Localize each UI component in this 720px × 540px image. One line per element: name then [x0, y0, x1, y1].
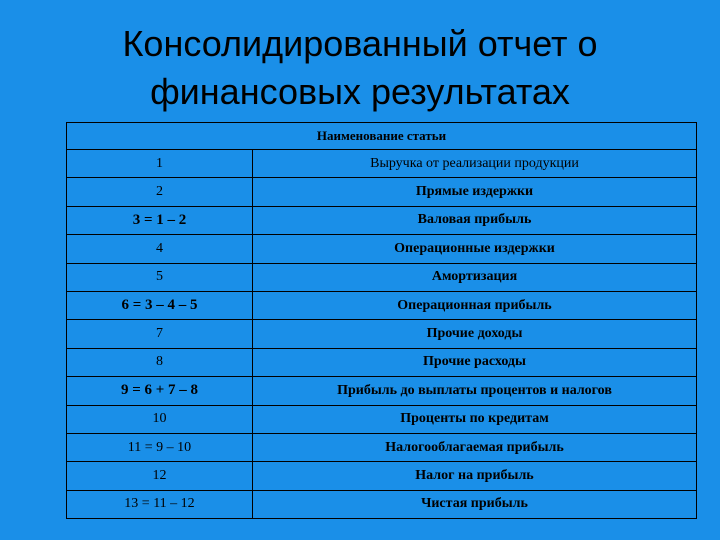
table-header: Наименование статьи — [67, 123, 697, 150]
row-item-name: Валовая прибыль — [253, 206, 697, 234]
table-row — [67, 150, 697, 178]
slide-title-line-1: Консолидированный отчет о — [122, 23, 598, 64]
row-number: 7 — [67, 320, 253, 348]
row-number: 4 — [67, 235, 253, 263]
row-item-name: Операционные издержки — [253, 235, 697, 263]
row-formula: 13 = 11 – 12 — [67, 490, 253, 518]
row-item-name: Операционная прибыль — [253, 291, 697, 319]
table-row — [67, 320, 697, 348]
row-formula: 11 = 9 – 10 — [67, 433, 253, 461]
table-row — [67, 348, 697, 376]
row-number: 5 — [67, 263, 253, 291]
slide-title — [0, 20, 720, 116]
row-item-name: Прочие доходы — [253, 320, 697, 348]
row-number: 10 — [67, 405, 253, 433]
table-row — [67, 377, 697, 405]
row-formula: 9 = 6 + 7 – 8 — [67, 377, 253, 405]
row-item-name: Выручка от реализации продукции — [253, 150, 697, 178]
row-item-name: Прочие расходы — [253, 348, 697, 376]
row-item-name: Проценты по кредитам — [253, 405, 697, 433]
financial-results-table — [66, 122, 697, 519]
table-row — [67, 178, 697, 206]
row-item-name: Налог на прибыль — [253, 462, 697, 490]
table-row — [67, 433, 697, 461]
table-row — [67, 235, 697, 263]
table-row — [67, 405, 697, 433]
row-formula: 6 = 3 – 4 – 5 — [67, 291, 253, 319]
row-item-name: Амортизация — [253, 263, 697, 291]
table-row — [67, 206, 697, 234]
table-row — [67, 490, 697, 518]
row-item-name: Налогооблагаемая прибыль — [253, 433, 697, 461]
table-row — [67, 263, 697, 291]
table-header-row — [67, 123, 697, 150]
row-item-name: Чистая прибыль — [253, 490, 697, 518]
slide-title-line-2: финансовых результатах — [150, 71, 570, 112]
row-formula: 3 = 1 – 2 — [67, 206, 253, 234]
row-item-name: Прибыль до выплаты процентов и налогов — [253, 377, 697, 405]
table-row — [67, 291, 697, 319]
row-number: 2 — [67, 178, 253, 206]
row-number: 8 — [67, 348, 253, 376]
row-item-name: Прямые издержки — [253, 178, 697, 206]
row-number: 1 — [67, 150, 253, 178]
row-number: 12 — [67, 462, 253, 490]
table-row — [67, 462, 697, 490]
